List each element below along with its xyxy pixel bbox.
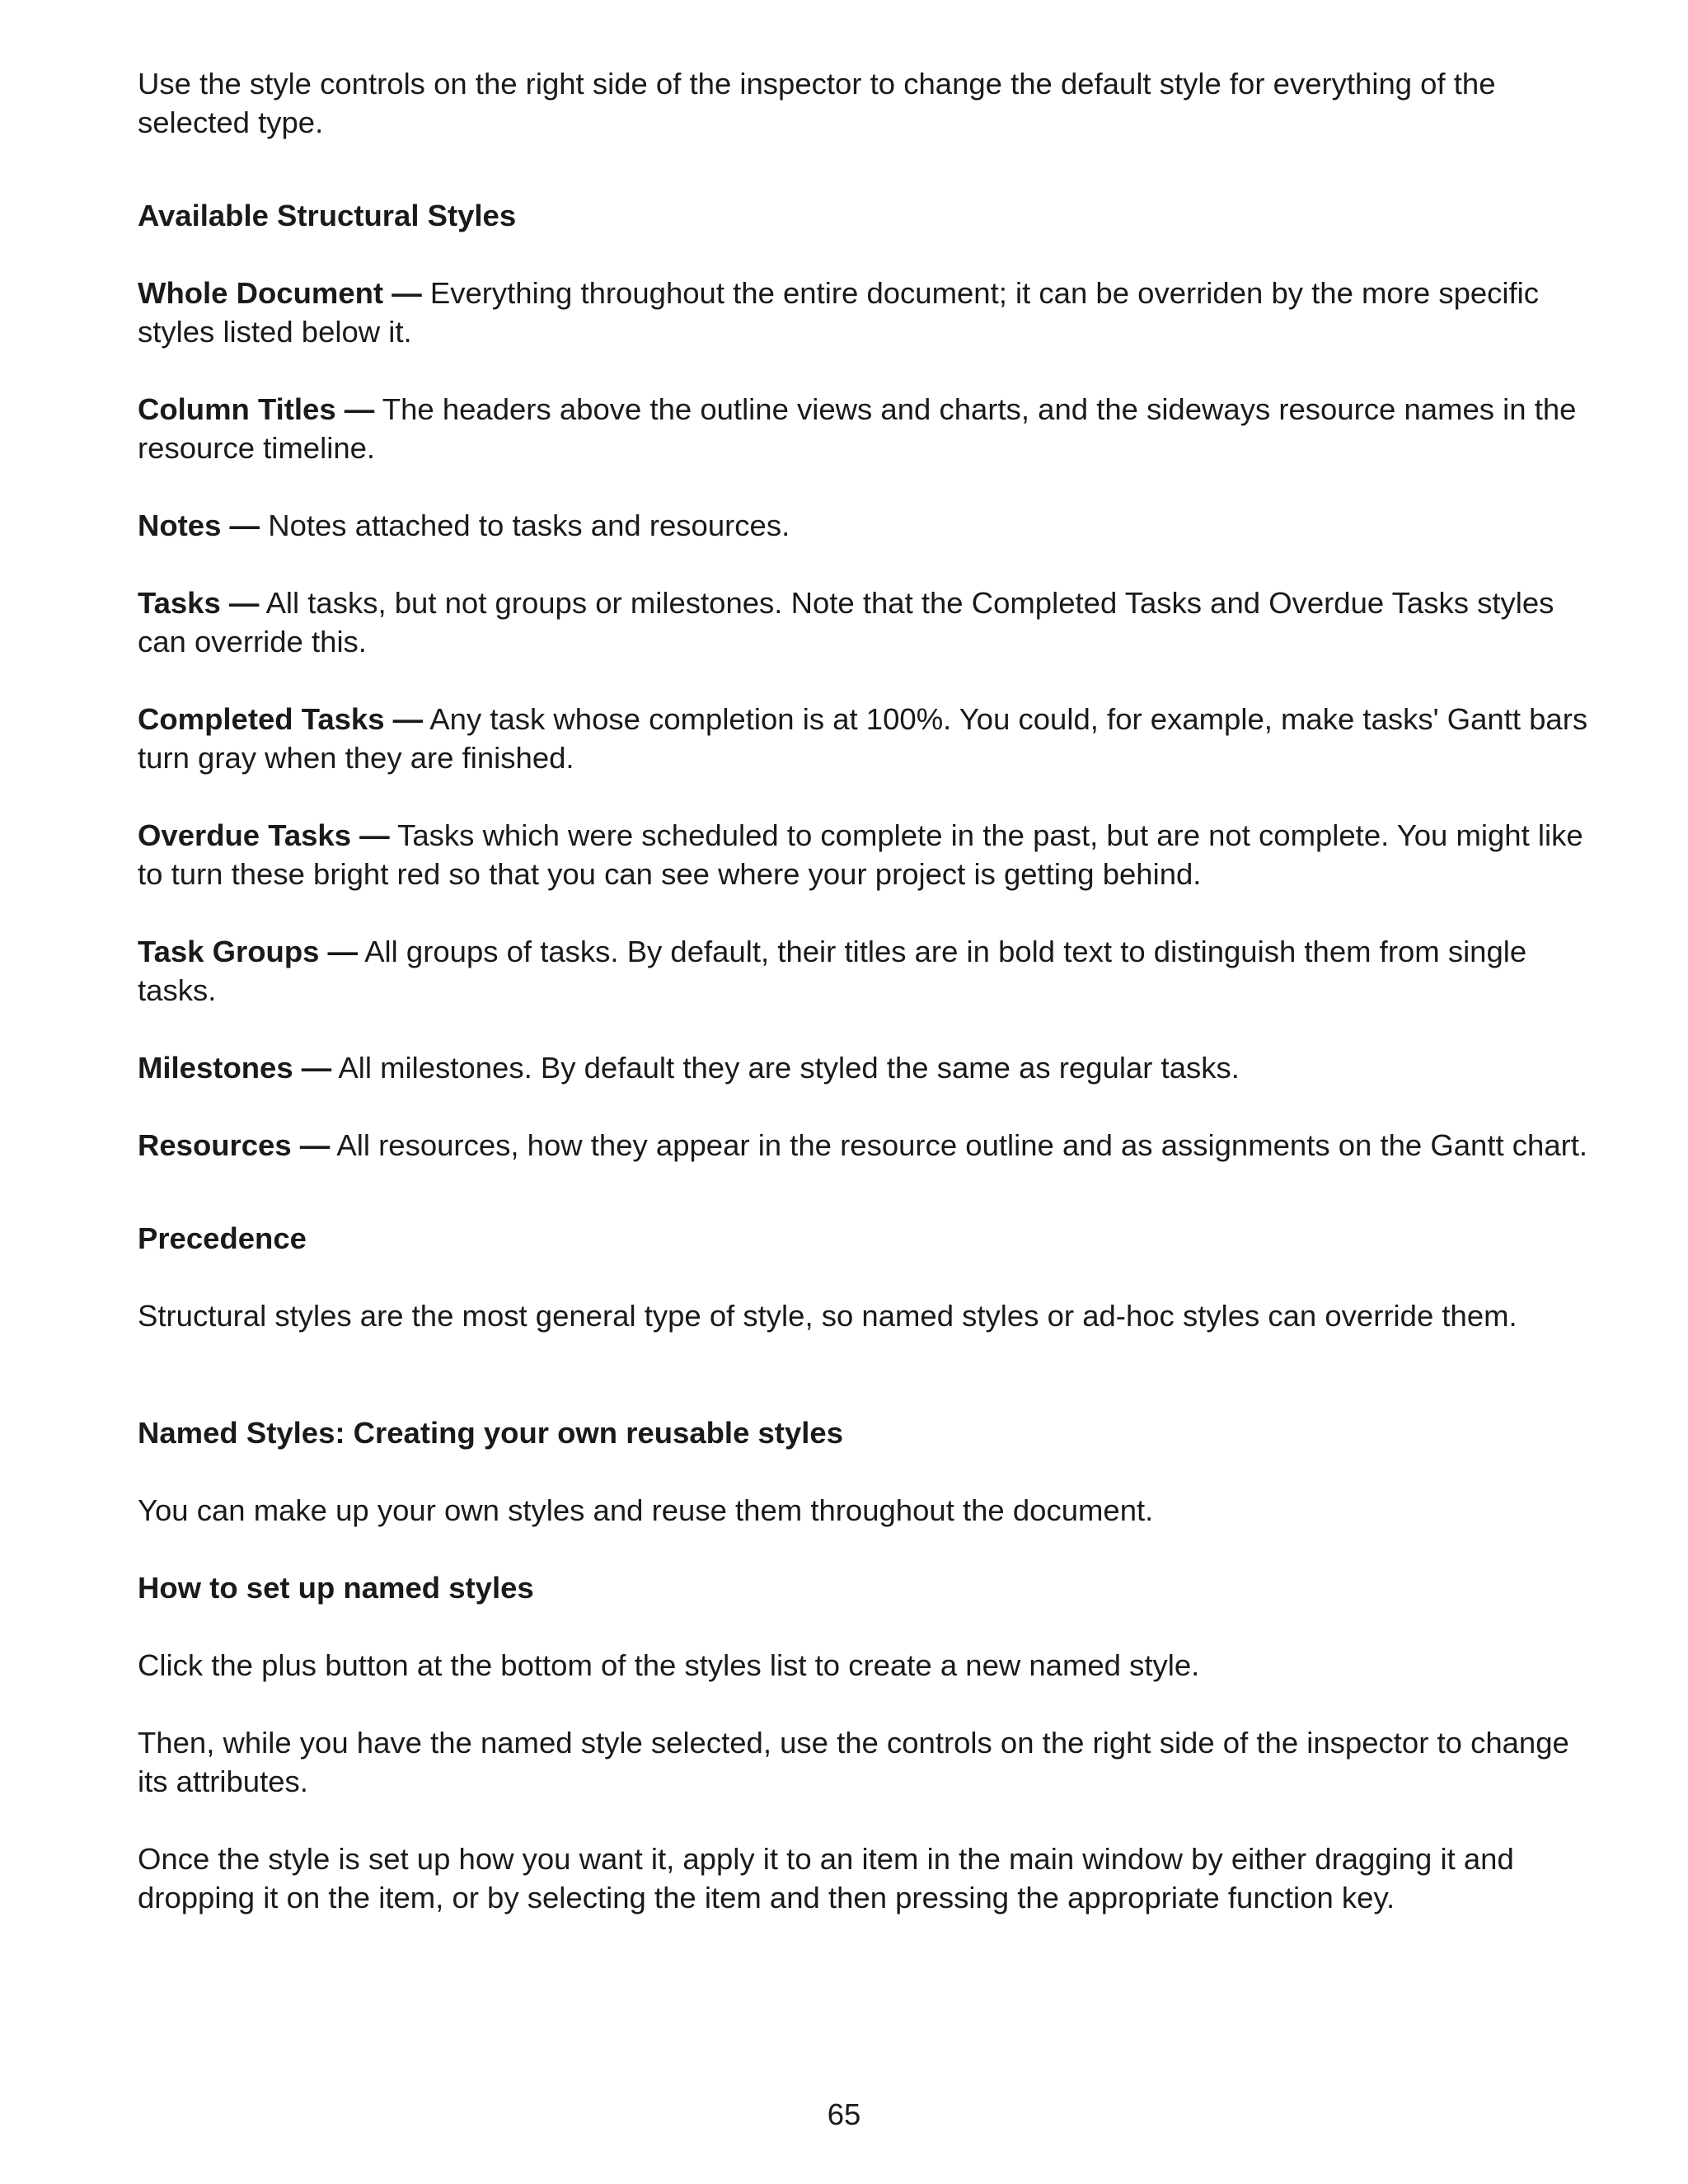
style-description: Tasks which were scheduled to complete in the past, but are not complete. You might like to turn these bright red so that you can see where your project is getting behind. — [138, 818, 1583, 891]
style-description: All tasks, but not groups or milestones. Note that the Completed Tasks and Overdue Tasks styles can override this. — [138, 586, 1554, 658]
style-entry-whole-document — [138, 274, 1588, 351]
style-term: Resources — — [138, 1128, 331, 1162]
style-description: All resources, how they appear in the resource outline and as assignments on the Gantt chart. — [330, 1128, 1588, 1162]
style-term: Column Titles — — [138, 392, 375, 426]
style-description: The headers above the outline views and charts, and the sideways resource names in the resource timeline. — [138, 392, 1577, 465]
howto-step-paragraph: Then, while you have the named style selected, use the controls on the right side of the inspector to change its attributes. — [138, 1726, 1569, 1798]
precedence-paragraph: Structural styles are the most general type of style, so named styles or ad-hoc styles can override them. — [138, 1299, 1517, 1333]
style-entry-tasks — [138, 583, 1588, 661]
style-term: Completed Tasks — — [138, 702, 424, 736]
document-body — [138, 64, 1588, 1917]
style-entry-completed-tasks — [138, 700, 1588, 777]
style-description: Everything throughout the entire document; it can be overriden by the more specific styles listed below it. — [138, 276, 1540, 349]
style-term: Milestones — — [138, 1051, 332, 1085]
style-entry-resources — [138, 1126, 1588, 1165]
intro-paragraph: Use the style controls on the right side of the inspector to change the default style for everything of the selected type. — [138, 67, 1496, 139]
style-entry-task-groups — [138, 932, 1588, 1010]
style-term: Task Groups — — [138, 935, 359, 968]
style-term: Tasks — — [138, 586, 260, 620]
structural-styles-heading: Available Structural Styles — [138, 199, 517, 232]
style-term: Notes — — [138, 509, 260, 542]
style-term: Whole Document — — [138, 276, 422, 310]
style-entry-overdue-tasks — [138, 816, 1588, 893]
howto-heading: How to set up named styles — [138, 1571, 534, 1605]
style-description: Notes attached to tasks and resources. — [260, 509, 790, 542]
style-term: Overdue Tasks — — [138, 818, 390, 852]
style-description: All milestones. By default they are styled the same as regular tasks. — [331, 1051, 1240, 1085]
style-entry-milestones — [138, 1048, 1588, 1087]
named-styles-paragraph: You can make up your own styles and reuse them throughout the document. — [138, 1493, 1154, 1527]
precedence-heading: Precedence — [138, 1221, 307, 1255]
style-entry-column-titles — [138, 390, 1588, 467]
style-entry-notes — [138, 506, 1588, 545]
style-description: All groups of tasks. By default, their titles are in bold text to distinguish them from single tasks. — [138, 935, 1527, 1007]
howto-step-paragraph: Once the style is set up how you want it, apply it to an item in the main window by either dragging it and dropping it on the item, or by selecting the item and then pressing the appropriate function key. — [138, 1842, 1514, 1915]
howto-step-paragraph: Click the plus button at the bottom of the styles list to create a new named style. — [138, 1648, 1200, 1682]
named-styles-heading: Named Styles: Creating your own reusable styles — [138, 1416, 844, 1450]
style-description: Any task whose completion is at 100%. You could, for example, make tasks' Gantt bars turn gray when they are finished. — [138, 702, 1588, 775]
page-number: 65 — [827, 2097, 861, 2131]
